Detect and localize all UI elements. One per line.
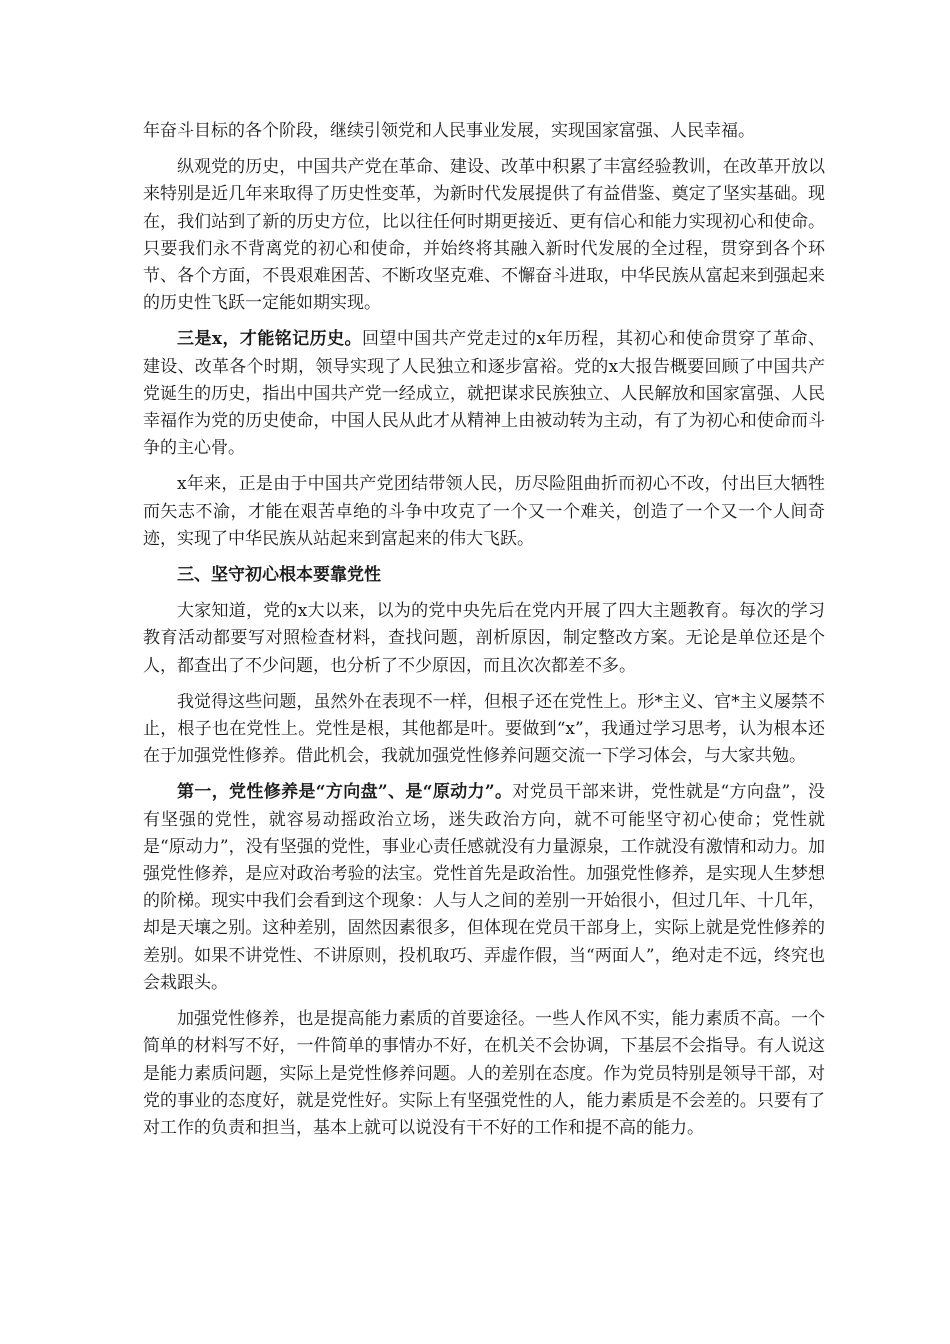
paragraph [143, 154, 825, 317]
paragraph [143, 1006, 825, 1142]
paragraph-text: 大家知道，党的x大以来，以为的党中央先后在党内开展了四大主题教育。每次的学习教育活动都要写对照检查材料，查找问题，剖析原因，制定整改方案。无论是单位还是个人，都查出了不少问题，也分析了不少原因，而且次次都差不多。 [143, 601, 825, 676]
paragraph-text: 年奋斗目标的各个阶段，继续引领党和人民事业发展，实现国家富强、人民幸福。 [143, 121, 755, 141]
paragraph-continuation [143, 118, 825, 145]
paragraph-text: 我觉得这些问题，虽然外在表现不一样，但根子还在党性上。形*主义、官*主义屡禁不止，根子也在党性上。党性是根，其他都是叶。要做到“x”，我通过学习思考，认为根本还在于加强党性修养。借此机会，我就加强党性修养问题交流一下学习体会，与大家共勉。 [143, 691, 825, 767]
paragraph-text: 加强党性修养，也是提高能力素质的首要途径。一些人作风不实，能力素质不高。一个简单的材料写不好，一件简单的事情办不好，在机关不会协调，下基层不会指导。有人说这是能力素质问题，实际上是党性修养问题。人的差别在态度。作为党员特别是领导干部，对党的事业的态度好，就是党性好。实际上有坚强党性的人，能力素质是不会差的。只要有了对工作的负责和担当，基本上就可以说没有干不好的工作和提不高的能力。 [143, 1009, 825, 1138]
paragraph [143, 598, 825, 680]
section-heading-text: 三、坚守初心根本要靠党性 [177, 565, 381, 586]
paragraph-lead: 三是x，才能铭记历史。 [177, 329, 362, 350]
paragraph [143, 326, 825, 462]
paragraph-lead: 第一，党性修养是“方向盘”、是“原动力”。 [177, 782, 513, 803]
paragraph [143, 779, 825, 997]
paragraph-text: 回望中国共产党走过的x年历程，其初心和使命贯穿了革命、建设、改革各个时期，领导实现了人民独立和逐步富裕。党的x大报告概要回顾了中国共产党诞生的历史，指出中国共产党一经成立，就把谋求民族独立、人民解放和国家富强、人民幸福作为党的历史使命，中国人民从此才从精神上由被动转为主动，有了为初心和使命而斗争的主心骨。 [143, 329, 826, 459]
document-body [143, 118, 825, 1151]
paragraph [143, 471, 825, 553]
paragraph-text: 纵观党的历史，中国共产党在革命、建设、改革中积累了丰富经验教训，在改革开放以来特别是近几年来取得了历史性变革，为新时代发展提供了有益借鉴、奠定了坚实基础。现在，我们站到了新的历史方位，比以往任何时期更接近、更有信心和能力实现初心和使命。只要我们永不背离党的初心和使命，并始终将其融入新时代发展的全过程，贯穿到各个环节、各个方面，不畏艰难困苦、不断攻坚克难、不懈奋斗进取，中华民族从富起来到强起来的历史性飞跃一定能如期实现。 [143, 157, 825, 314]
paragraph-text: 对党员干部来讲，党性就是“方向盘”，没有坚强的党性，就容易动摇政治立场，迷失政治方向，就不可能坚守初心使命；党性就是“原动力”，没有坚强的党性，事业心责任感就没有力量源泉，工作就没有激情和动力。加强党性修养，是应对政治考验的法宝。党性首先是政治性。加强党性修养，是实现人生梦想的阶梯。现实中我们会看到这个现象：人与人之间的差别一开始很小，但过几年、十几年，却是天壤之别。这种差别，固然因素很多，但体现在党员干部身上，实际上就是党性修养的差别。如果不讲党性、不讲原则，投机取巧、弄虚作假，当“两面人”，绝对走不远，终究也会栽跟头。 [143, 782, 825, 993]
paragraph [143, 689, 825, 771]
section-heading [143, 562, 825, 589]
paragraph-text: x年来，正是由于中国共产党团结带领人民，历尽险阻曲折而初心不改，付出巨大牺牲而矢志不渝，才能在艰苦卓绝的斗争中攻克了一个又一个难关，创造了一个又一个人间奇迹，实现了中华民族从站起来到富起来的伟大飞跃。 [143, 474, 825, 549]
